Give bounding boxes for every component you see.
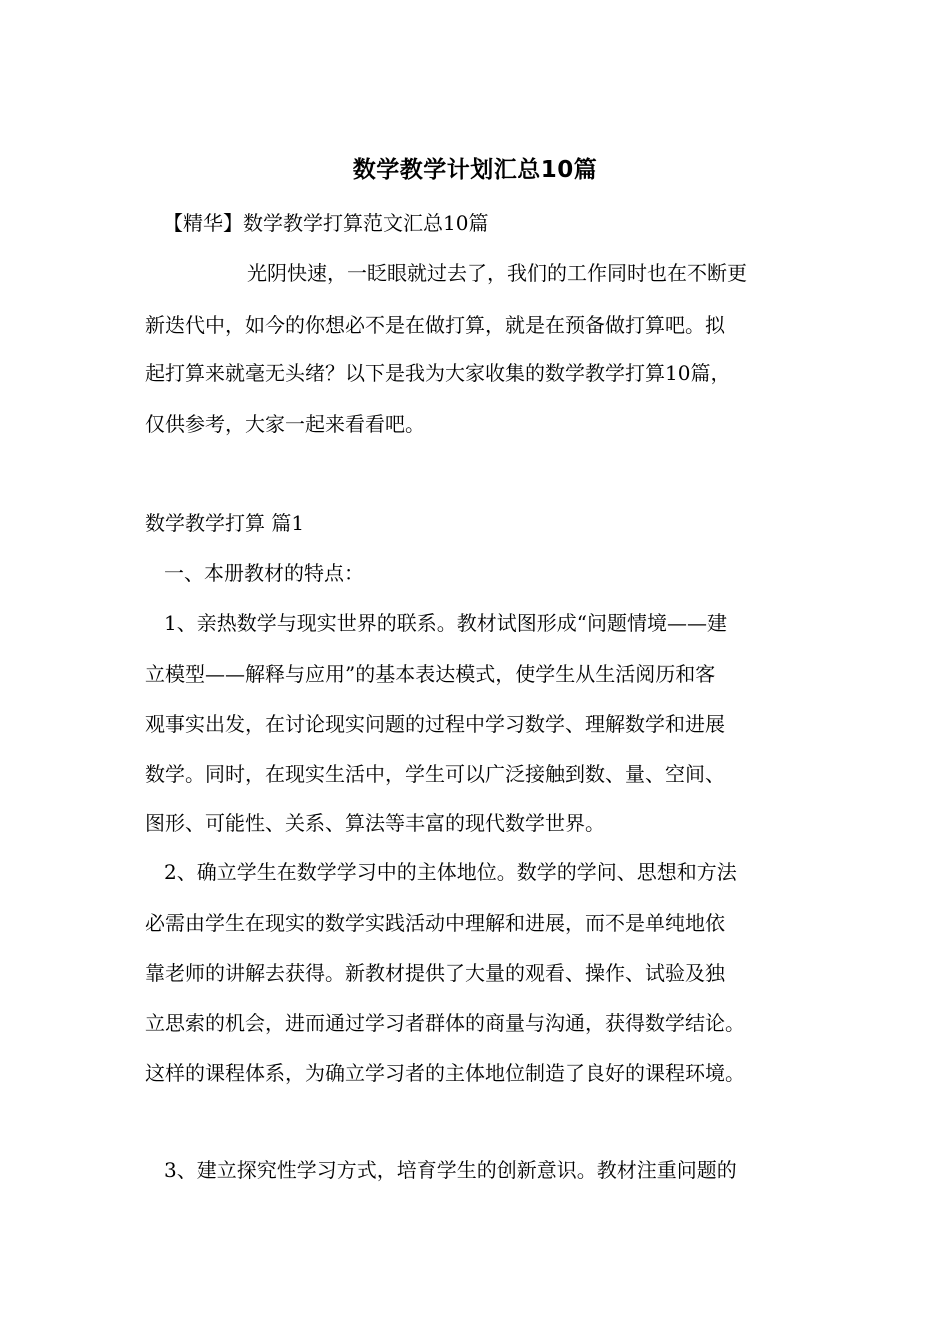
intro-line: 起打算来就毫无头绪？以下是我为大家收集的数学教学打算10篇，: [145, 361, 731, 385]
point1-line: 数学。同时，在现实生活中，学生可以广泛接触到数、量、空间、: [145, 762, 725, 786]
document-subtitle: 【精华】数学教学打算范文汇总10篇: [163, 211, 489, 235]
intro-line: 仅供参考，大家一起来看看吧。: [145, 412, 425, 436]
point1-line: 观事实出发，在讨论现实问题的过程中学习数学、理解数学和进展: [145, 712, 725, 736]
point2-line: 2、确立学生在数学学习中的主体地位。数学的学问、思想和方法: [164, 860, 737, 884]
intro-line: 新迭代中，如今的你想必不是在做打算，就是在预备做打算吧。拟: [145, 313, 725, 337]
point2-line: 立思索的机会，进而通过学习者群体的商量与沟通，获得数学结论。: [145, 1011, 745, 1035]
point1-line: 立模型——解释与应用”的基本表达模式，使学生从生活阅历和客: [145, 662, 716, 686]
point2-line: 必需由学生在现实的数学实践活动中理解和进展，而不是单纯地依: [145, 911, 725, 935]
point1-line: 图形、可能性、关系、算法等丰富的现代数学世界。: [145, 811, 605, 835]
sub-heading: 一、本册教材的特点：: [164, 561, 364, 585]
point2-line: 这样的课程体系，为确立学习者的主体地位制造了良好的课程环境。: [145, 1061, 745, 1085]
point1-line: 1、亲热数学与现实世界的联系。教材试图形成“问题情境——建: [164, 611, 727, 635]
section-heading: 数学教学打算 篇1: [145, 511, 305, 535]
intro-line: 光阴快速，一眨眼就过去了，我们的工作同时也在不断更: [247, 261, 747, 285]
point2-line: 靠老师的讲解去获得。新教材提供了大量的观看、操作、试验及独: [145, 961, 725, 985]
point3-line: 3、建立探究性学习方式，培育学生的创新意识。教材注重问题的: [164, 1158, 737, 1182]
document-title: 数学教学计划汇总10篇: [352, 157, 598, 183]
